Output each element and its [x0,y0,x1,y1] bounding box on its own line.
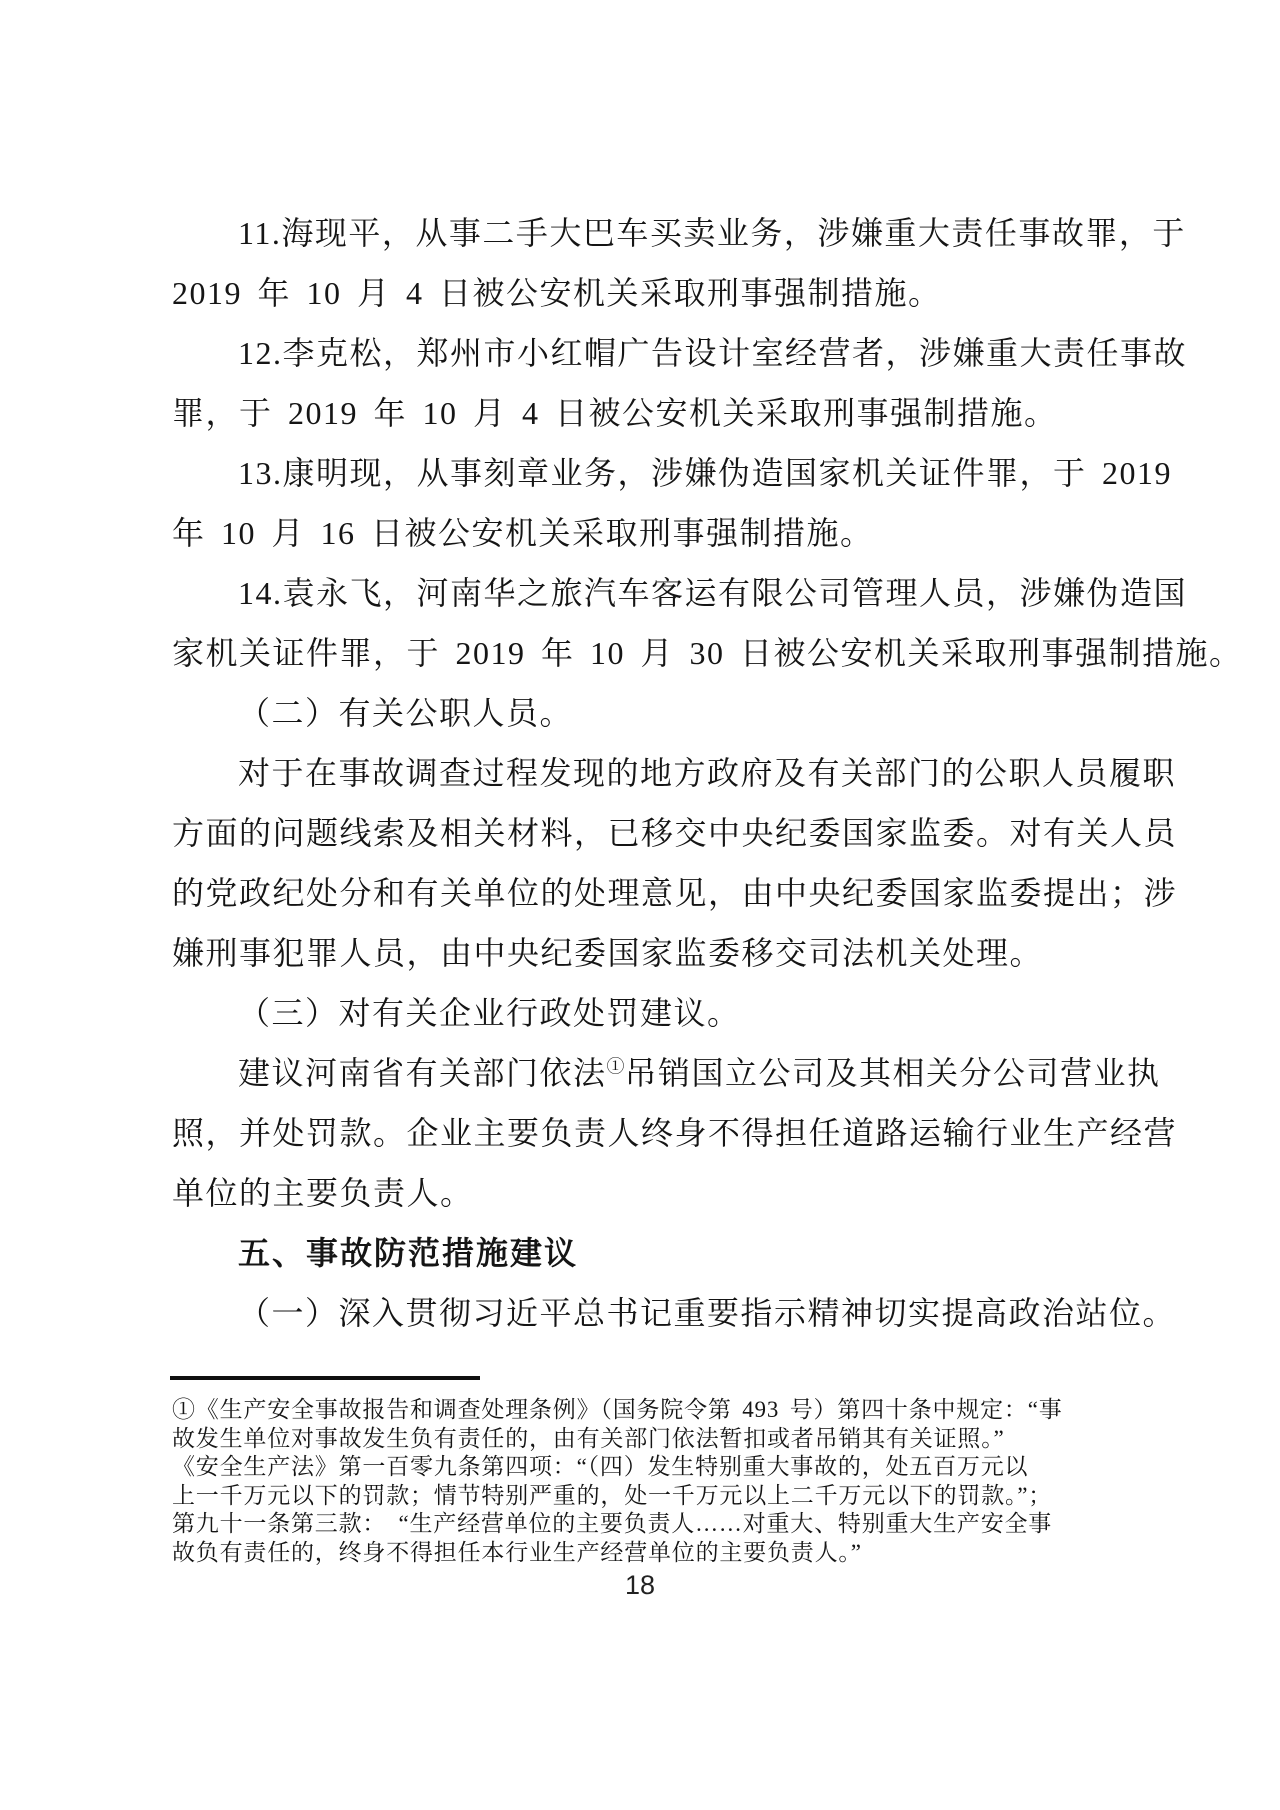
footnote-line: 上一千万元以下的罚款；情节特别严重的，处一千万元以上二千万元以下的罚款。”； [172,1482,1053,1508]
footnote-line: 故负有责任的，终身不得担任本行业生产经营单位的主要负责人。” [172,1539,862,1565]
body-line: 年 10 月 16 日被公安机关采取刑事强制措施。 [172,515,874,551]
footnote-ref-marker: ① [606,1056,625,1077]
body-line-segment: 吊销国立公司及其相关分公司营业执 [624,1055,1161,1091]
body-line: 家机关证件罪，于 2019 年 10 月 30 日被公安机关采取刑事强制措施。 [172,635,1243,671]
subsection-heading-2: （二）有关公职人员。 [238,695,574,731]
body-line: 对于在事故调查过程发现的地方政府及有关部门的公职人员履职 [238,755,1177,791]
body-line: 照，并处罚款。企业主要负责人终身不得担任道路运输行业生产经营 [172,1115,1178,1151]
footnote-line: 《安全生产法》第一百零九条第四项：“（四）发生特别重大事故的，处五百万元以 [172,1454,1029,1479]
body-line: 单位的主要负责人。 [172,1175,474,1211]
body-line: 13.康明现，从事刻章业务，涉嫌伪造国家机关证件罪，于 2019 [238,455,1173,491]
footnote-line: 第九十一条第三款： “生产经营单位的主要负责人……对重大、特别重大生产安全事 [172,1511,1053,1536]
footnote-line: 故发生单位对事故发生负有责任的，由有关部门依法暂扣或者吊销其有关证照。” [172,1425,1005,1451]
subsection-heading-3: （三）对有关企业行政处罚建议。 [238,995,741,1031]
footnote-line: ①《生产安全事故报告和调查处理条例》（国务院令第 493 号）第四十条中规定：“事 [172,1397,1063,1422]
footnote-separator-rule [170,1376,480,1380]
body-line: 的党政纪处分和有关单位的处理意见，由中央纪委国家监委提出；涉 [172,875,1178,911]
body-line: 14.袁永飞，河南华之旅汽车客运有限公司管理人员，涉嫌伪造国 [238,575,1188,611]
body-line: 方面的问题线索及相关材料，已移交中央纪委国家监委。对有关人员 [172,815,1178,851]
body-line: 11.海现平，从事二手大巴车买卖业务，涉嫌重大责任事故罪，于 [238,215,1186,251]
body-line-with-footnote-ref [172,1043,1161,1103]
body-line: 2019 年 10 月 4 日被公安机关采取刑事强制措施。 [172,275,942,311]
body-line: 嫌刑事犯罪人员，由中央纪委国家监委移交司法机关处理。 [172,935,1044,971]
page-number: 18 [624,1570,656,1600]
body-text-block [172,203,1243,1343]
subsection-heading-1: （一）深入贯彻习近平总书记重要指示精神切实提高政治站位。 [238,1295,1177,1331]
body-line-segment: 建议河南省有关部门依法 [238,1055,607,1091]
body-line: 罪，于 2019 年 10 月 4 日被公安机关采取刑事强制措施。 [172,395,1058,431]
section-heading-5: 五、事故防范措施建议 [238,1235,579,1271]
footnote-block [172,1396,1122,1567]
body-line: 12.李克松，郑州市小红帽广告设计室经营者，涉嫌重大责任事故 [238,335,1188,371]
